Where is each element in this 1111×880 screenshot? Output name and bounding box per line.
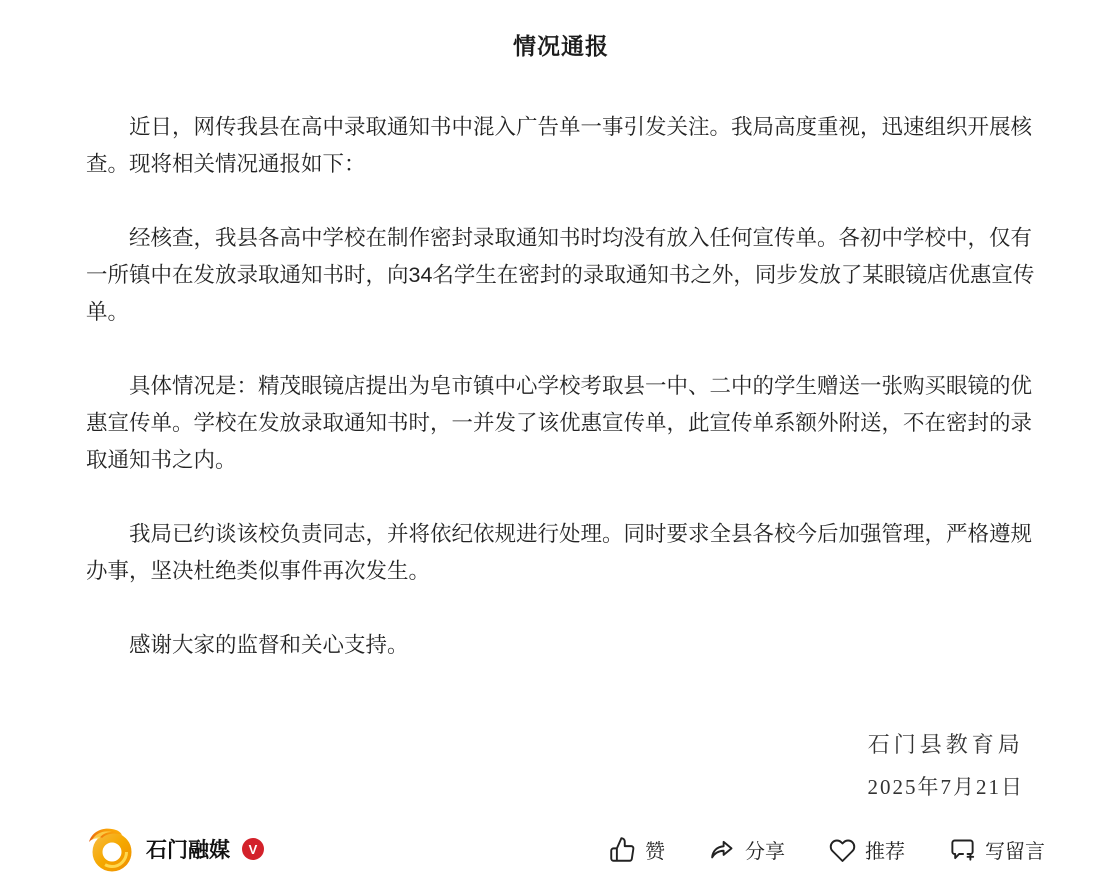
thumbs-up-icon	[609, 836, 636, 863]
comment-label: 写留言	[985, 840, 1045, 863]
like-button[interactable]	[609, 835, 665, 864]
page-title: 情况通报	[513, 33, 609, 59]
share-icon	[709, 836, 736, 863]
paragraph-5: 感谢大家的监督和关心支持。	[129, 633, 409, 657]
issuer-signature: 石门县教育局	[867, 732, 1024, 757]
verified-badge: V	[242, 838, 264, 860]
signature-block	[868, 730, 1025, 802]
publisher-logo-icon	[86, 825, 134, 873]
recommend-label: 推荐	[865, 840, 905, 863]
paragraph-2: 经核查，我县各高中学校在制作密封录取通知书时均没有放入任何宣传单。各初中学校中，仅有一所镇中在发放录取通知书时，向34名学生在密封的录取通知书之外，同步发放了某眼镜店优惠宣传单。	[86, 226, 1035, 324]
share-button[interactable]	[709, 835, 785, 864]
like-label: 赞	[645, 840, 665, 863]
article-body	[86, 109, 1036, 664]
heart-icon	[829, 836, 856, 863]
paragraph-4: 我局已约谈该校负责同志，并将依纪依规进行处理。同时要求全县各校今后加强管理，严格遵规办事，坚决杜绝类似事件再次发生。	[86, 522, 1033, 583]
issue-date: 2025年7月21日	[867, 775, 1024, 799]
paragraph-3: 具体情况是：精茂眼镜店提出为皂市镇中心学校考取县一中、二中的学生赠送一张购买眼镜的优惠宣传单。学校在发放录取通知书时，一并发了该优惠宣传单，此宣传单系额外附送，不在密封的录取通知书之内。	[86, 374, 1033, 472]
paragraph-1: 近日，网传我县在高中录取通知书中混入广告单一事引发关注。我局高度重视，迅速组织开展核查。现将相关情况通报如下：	[86, 115, 1033, 176]
recommend-button[interactable]	[829, 835, 905, 864]
comment-plus-icon	[949, 836, 976, 863]
action-bar	[609, 835, 1045, 864]
share-label: 分享	[745, 840, 785, 863]
comment-button[interactable]	[949, 835, 1045, 864]
publisher-account[interactable]	[86, 825, 264, 873]
publisher-name: 石门融媒	[146, 839, 230, 862]
footer-bar	[86, 824, 1045, 874]
